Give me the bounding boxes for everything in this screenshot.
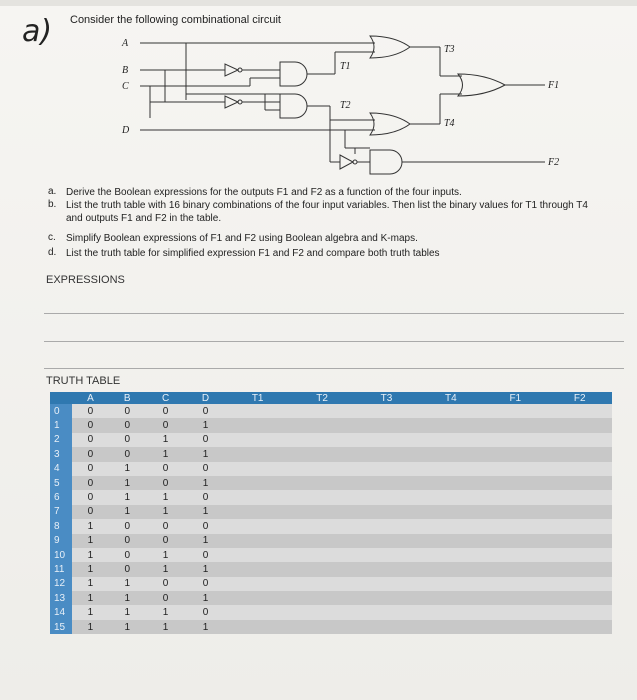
question-a-letter: a. (48, 186, 57, 197)
cell-c: 0 (146, 591, 186, 605)
cell-t3 (354, 562, 418, 576)
cell-t3 (354, 418, 418, 432)
cell-d: 1 (186, 418, 226, 432)
cell-b: 1 (109, 462, 146, 476)
cell-t2 (290, 418, 354, 432)
cell-f2 (548, 404, 613, 418)
question-c-letter: c. (48, 232, 56, 243)
header-t4: T4 (419, 392, 483, 404)
cell-t4 (419, 519, 483, 533)
cell-t3 (354, 505, 418, 519)
header-index (50, 392, 72, 404)
truth-table-body (50, 404, 612, 634)
cell-t1 (225, 548, 289, 562)
cell-t2 (290, 534, 354, 548)
row-index: 7 (50, 505, 72, 519)
input-label-a: A (122, 38, 129, 49)
cell-t1 (225, 591, 289, 605)
cell-d: 0 (186, 404, 226, 418)
cell-t4 (419, 505, 483, 519)
cell-b: 0 (109, 562, 146, 576)
cell-t1 (225, 404, 289, 418)
gate-label-t4: T4 (444, 118, 455, 129)
cell-f1 (483, 534, 547, 548)
cell-c: 0 (146, 577, 186, 591)
cell-f1 (483, 548, 547, 562)
cell-t2 (290, 505, 354, 519)
input-label-c: C (122, 81, 129, 92)
truth-table-heading: TRUTH TABLE (46, 375, 121, 387)
row-index: 13 (50, 591, 72, 605)
row-index: 12 (50, 577, 72, 591)
cell-t4 (419, 548, 483, 562)
cell-t1 (225, 433, 289, 447)
cell-a: 0 (72, 505, 109, 519)
output-label-f1: F1 (548, 80, 560, 91)
question-d-text: List the truth table for simplified expression F1 and F2 and compare both truth tables (66, 248, 440, 259)
cell-f2 (548, 577, 613, 591)
cell-c: 1 (146, 562, 186, 576)
cell-a: 0 (72, 418, 109, 432)
row-index: 11 (50, 562, 72, 576)
cell-f2 (548, 620, 613, 634)
cell-f1 (483, 447, 547, 461)
cell-d: 0 (186, 605, 226, 619)
cell-t4 (419, 447, 483, 461)
cell-f1 (483, 519, 547, 533)
truth-table (50, 392, 612, 634)
cell-t2 (290, 591, 354, 605)
cell-f2 (548, 490, 613, 504)
answer-line-1 (44, 313, 624, 314)
cell-a: 1 (72, 519, 109, 533)
cell-d: 1 (186, 505, 226, 519)
cell-f1 (483, 490, 547, 504)
header-b: B (109, 392, 146, 404)
cell-t4 (419, 418, 483, 432)
row-index: 10 (50, 548, 72, 562)
cell-a: 0 (72, 476, 109, 490)
cell-d: 0 (186, 577, 226, 591)
cell-t1 (225, 462, 289, 476)
cell-c: 0 (146, 534, 186, 548)
cell-t4 (419, 577, 483, 591)
cell-d: 0 (186, 548, 226, 562)
cell-d: 1 (186, 476, 226, 490)
cell-t1 (225, 534, 289, 548)
table-row (50, 505, 612, 519)
cell-t3 (354, 548, 418, 562)
cell-f1 (483, 620, 547, 634)
cell-t2 (290, 476, 354, 490)
cell-d: 0 (186, 519, 226, 533)
cell-t2 (290, 447, 354, 461)
cell-f2 (548, 433, 613, 447)
cell-c: 1 (146, 505, 186, 519)
question-d-letter: d. (48, 247, 57, 258)
cell-a: 1 (72, 534, 109, 548)
cell-c: 0 (146, 404, 186, 418)
table-row (50, 534, 612, 548)
cell-t1 (225, 519, 289, 533)
question-a-text: Derive the Boolean expressions for the outputs F1 and F2 as a function of the four inputs. (66, 187, 462, 198)
cell-d: 1 (186, 447, 226, 461)
cell-c: 0 (146, 476, 186, 490)
cell-t2 (290, 605, 354, 619)
cell-f2 (548, 548, 613, 562)
cell-t4 (419, 591, 483, 605)
cell-f1 (483, 605, 547, 619)
cell-b: 1 (109, 577, 146, 591)
table-row (50, 490, 612, 504)
header-d: D (186, 392, 226, 404)
cell-t4 (419, 462, 483, 476)
cell-b: 1 (109, 476, 146, 490)
output-label-f2: F2 (548, 157, 560, 168)
cell-t3 (354, 519, 418, 533)
header-a: A (72, 392, 109, 404)
cell-t1 (225, 562, 289, 576)
cell-f1 (483, 476, 547, 490)
cell-t3 (354, 462, 418, 476)
cell-f1 (483, 577, 547, 591)
cell-b: 0 (109, 447, 146, 461)
row-index: 3 (50, 447, 72, 461)
cell-d: 1 (186, 620, 226, 634)
cell-b: 0 (109, 404, 146, 418)
cell-t3 (354, 404, 418, 418)
header-c: C (146, 392, 186, 404)
cell-t4 (419, 476, 483, 490)
cell-b: 0 (109, 534, 146, 548)
cell-t1 (225, 577, 289, 591)
handwritten-label: a) (22, 14, 53, 49)
table-row (50, 591, 612, 605)
header-t1: T1 (225, 392, 289, 404)
cell-f2 (548, 462, 613, 476)
cell-a: 0 (72, 490, 109, 504)
question-b-text: List the truth table with 16 binary combinations of the four input variables. Then list the binary values for T1 through T4 and outputs F1 and F2 in the table. (66, 200, 588, 224)
cell-b: 0 (109, 548, 146, 562)
gate-label-t2: T2 (340, 100, 351, 111)
cell-d: 1 (186, 534, 226, 548)
cell-f1 (483, 505, 547, 519)
row-index: 8 (50, 519, 72, 533)
cell-t4 (419, 605, 483, 619)
cell-f2 (548, 476, 613, 490)
cell-t4 (419, 490, 483, 504)
cell-f1 (483, 591, 547, 605)
cell-f2 (548, 605, 613, 619)
cell-t1 (225, 620, 289, 634)
cell-c: 1 (146, 605, 186, 619)
cell-t2 (290, 462, 354, 476)
cell-t2 (290, 577, 354, 591)
row-index: 9 (50, 534, 72, 548)
cell-d: 1 (186, 591, 226, 605)
cell-t1 (225, 505, 289, 519)
row-index: 5 (50, 476, 72, 490)
cell-b: 1 (109, 505, 146, 519)
cell-t2 (290, 404, 354, 418)
cell-a: 1 (72, 591, 109, 605)
cell-c: 1 (146, 620, 186, 634)
cell-t1 (225, 447, 289, 461)
cell-a: 0 (72, 447, 109, 461)
row-index: 0 (50, 404, 72, 418)
cell-t2 (290, 548, 354, 562)
question-c-text: Simplify Boolean expressions of F1 and F2 using Boolean algebra and K-maps. (66, 233, 418, 244)
cell-t3 (354, 447, 418, 461)
cell-c: 1 (146, 490, 186, 504)
gate-label-t3: T3 (444, 44, 455, 55)
cell-a: 0 (72, 404, 109, 418)
cell-b: 1 (109, 591, 146, 605)
cell-d: 0 (186, 433, 226, 447)
cell-t3 (354, 476, 418, 490)
cell-d: 0 (186, 462, 226, 476)
cell-t3 (354, 433, 418, 447)
table-row (50, 476, 612, 490)
table-row (50, 620, 612, 634)
cell-t4 (419, 562, 483, 576)
cell-t4 (419, 433, 483, 447)
problem-title: Consider the following combinational circuit (70, 14, 281, 26)
cell-t1 (225, 476, 289, 490)
table-row (50, 562, 612, 576)
cell-a: 1 (72, 548, 109, 562)
cell-a: 1 (72, 605, 109, 619)
gate-label-t1: T1 (340, 61, 351, 72)
table-row (50, 519, 612, 533)
cell-b: 1 (109, 620, 146, 634)
cell-a: 0 (72, 462, 109, 476)
cell-t4 (419, 534, 483, 548)
row-index: 14 (50, 605, 72, 619)
row-index: 6 (50, 490, 72, 504)
cell-f2 (548, 562, 613, 576)
answer-line-2 (44, 341, 624, 342)
row-index: 2 (50, 433, 72, 447)
expressions-heading: EXPRESSIONS (46, 274, 125, 286)
cell-f1 (483, 462, 547, 476)
cell-t3 (354, 605, 418, 619)
cell-a: 1 (72, 562, 109, 576)
cell-t2 (290, 490, 354, 504)
row-index: 4 (50, 462, 72, 476)
cell-c: 0 (146, 418, 186, 432)
cell-f2 (548, 418, 613, 432)
question-b-letter: b. (48, 199, 57, 210)
cell-f1 (483, 404, 547, 418)
cell-t3 (354, 620, 418, 634)
cell-f2 (548, 534, 613, 548)
combinational-circuit-diagram (0, 0, 637, 190)
cell-a: 1 (72, 577, 109, 591)
cell-d: 0 (186, 490, 226, 504)
cell-f1 (483, 433, 547, 447)
cell-b: 0 (109, 433, 146, 447)
cell-t3 (354, 591, 418, 605)
cell-t4 (419, 620, 483, 634)
cell-f2 (548, 505, 613, 519)
table-row (50, 418, 612, 432)
table-row (50, 447, 612, 461)
cell-b: 0 (109, 519, 146, 533)
cell-t3 (354, 577, 418, 591)
cell-a: 1 (72, 620, 109, 634)
table-row (50, 577, 612, 591)
cell-f1 (483, 562, 547, 576)
cell-c: 1 (146, 548, 186, 562)
header-t2: T2 (290, 392, 354, 404)
cell-a: 0 (72, 433, 109, 447)
cell-t1 (225, 490, 289, 504)
cell-b: 0 (109, 418, 146, 432)
cell-t3 (354, 490, 418, 504)
cell-f1 (483, 418, 547, 432)
cell-t2 (290, 519, 354, 533)
row-index: 15 (50, 620, 72, 634)
row-index: 1 (50, 418, 72, 432)
header-f1: F1 (483, 392, 547, 404)
cell-d: 1 (186, 562, 226, 576)
cell-t3 (354, 534, 418, 548)
table-row (50, 433, 612, 447)
header-f2: F2 (548, 392, 613, 404)
cell-c: 1 (146, 447, 186, 461)
cell-c: 1 (146, 433, 186, 447)
cell-t2 (290, 620, 354, 634)
cell-t2 (290, 433, 354, 447)
input-label-d: D (122, 125, 130, 136)
cell-f2 (548, 519, 613, 533)
cell-t1 (225, 418, 289, 432)
input-label-b: B (122, 65, 129, 76)
cell-t4 (419, 404, 483, 418)
cell-c: 0 (146, 519, 186, 533)
cell-b: 1 (109, 490, 146, 504)
cell-c: 0 (146, 462, 186, 476)
cell-t1 (225, 605, 289, 619)
table-row (50, 548, 612, 562)
cell-f2 (548, 591, 613, 605)
table-row (50, 462, 612, 476)
answer-line-3 (44, 368, 624, 369)
table-row (50, 404, 612, 418)
header-t3: T3 (354, 392, 418, 404)
table-row (50, 605, 612, 619)
cell-f2 (548, 447, 613, 461)
cell-b: 1 (109, 605, 146, 619)
truth-table-header (50, 392, 612, 404)
cell-t2 (290, 562, 354, 576)
